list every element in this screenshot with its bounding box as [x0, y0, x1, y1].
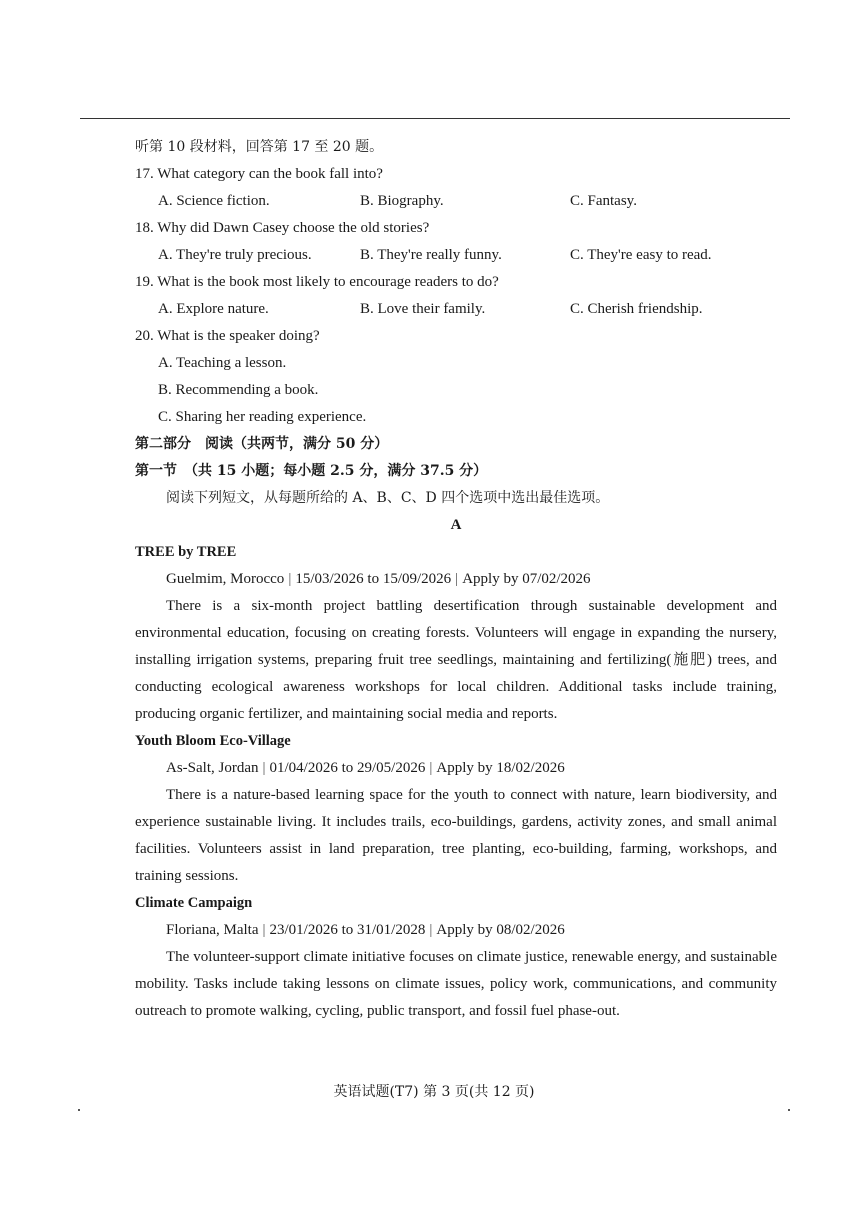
option-c: C. They're easy to read.	[570, 247, 712, 263]
margin-dot	[788, 1109, 790, 1111]
project-title: TREE by TREE	[135, 544, 237, 560]
project-title: Youth Bloom Eco-Village	[135, 733, 291, 749]
option-b: B. Biography.	[360, 193, 444, 209]
option-c: C. Sharing her reading experience.	[158, 409, 367, 425]
option-c: C. Fantasy.	[570, 193, 637, 209]
option-b: B. Recommending a book.	[158, 382, 319, 398]
option-a: A. Explore nature.	[158, 301, 269, 317]
part-two-heading: 第二部分 阅读（共两节，满分 50 分）	[135, 436, 389, 452]
project-description: The volunteer-support climate initiative focuses on climate justice, renewable energy, and sustainable mobility. Tasks include taking lessons on climate issues, policy work, communications, and community outreach to promote walking, cycling, public transport, and fossil fuel phase-out.	[135, 949, 777, 1019]
project-apply-by: Apply by 08/02/2026	[436, 922, 565, 938]
reading-instructions: 阅读下列短文，从每题所给的 A、B、C、D 四个选项中选出最佳选项。	[166, 490, 610, 506]
passage-letter: A	[450, 517, 462, 533]
option-a: A. They're truly precious.	[158, 247, 312, 263]
project-meta: As-Salt, Jordan | 01/04/2026 to 29/05/2026 | Apply by 18/02/2026	[166, 760, 565, 776]
listening-intro: 听第 10 段材料，回答第 17 至 20 题。	[135, 139, 384, 155]
project-title: Climate Campaign	[135, 895, 253, 911]
project-meta: Floriana, Malta | 23/01/2026 to 31/01/2028 | Apply by 08/02/2026	[166, 922, 565, 938]
project-dates: 15/03/2026 to 15/09/2026	[295, 571, 452, 587]
question-17-options	[135, 188, 777, 215]
option-b: B. Love their family.	[360, 301, 486, 317]
project-dates: 01/04/2026 to 29/05/2026	[269, 760, 426, 776]
option-a: A. Science fiction.	[158, 193, 270, 209]
question-18-stem: 18. Why did Dawn Casey choose the old stories?	[135, 220, 430, 236]
option-a: A. Teaching a lesson.	[158, 355, 287, 371]
question-19-options	[135, 296, 777, 323]
project-apply-by: Apply by 07/02/2026	[462, 571, 591, 587]
project-description: There is a nature-based learning space for the youth to connect with nature, learn biodiversity, and experience sustainable living. It includes trails, eco-buildings, gardens, activity zones, and small animal facilities. Volunteers assist in land preparation, tree planting, eco-building, farming, workshops, and training sessions.	[135, 787, 777, 884]
question-17-stem: 17. What category can the book fall into?	[135, 166, 383, 182]
section-one-heading: 第一节 （共 15 小题；每小题 2.5 分，满分 37.5 分）	[135, 463, 488, 479]
option-b: B. They're really funny.	[360, 247, 502, 263]
margin-dot	[78, 1109, 80, 1111]
project-meta: Guelmim, Morocco | 15/03/2026 to 15/09/2026 | Apply by 07/02/2026	[166, 571, 591, 587]
page-content	[135, 134, 777, 1025]
question-18-options	[135, 242, 777, 269]
question-19-stem: 19. What is the book most likely to encourage readers to do?	[135, 274, 499, 290]
project-dates: 23/01/2026 to 31/01/2028	[269, 922, 426, 938]
project-apply-by: Apply by 18/02/2026	[436, 760, 565, 776]
project-description: There is a six-month project battling desertification through sustainable development and environmental education, focusing on creating forests. Volunteers will engage in expanding the nursery, installing irrigation systems, preparing fruit tree seedlings, maintaining and fertilizing(施肥) trees, and conducting ecological awareness workshops for local children. Additional tasks include training, producing organic fertilizer, and maintaining social media and reports.	[135, 598, 777, 722]
page-footer: 英语试题(T7) 第 3 页(共 12 页)	[333, 1084, 535, 1100]
question-20-stem: 20. What is the speaker doing?	[135, 328, 320, 344]
project-location: Guelmim, Morocco	[166, 571, 285, 587]
option-c: C. Cherish friendship.	[570, 301, 703, 317]
project-location: Floriana, Malta	[166, 922, 259, 938]
header-rule	[80, 118, 790, 119]
project-location: As-Salt, Jordan	[166, 760, 259, 776]
